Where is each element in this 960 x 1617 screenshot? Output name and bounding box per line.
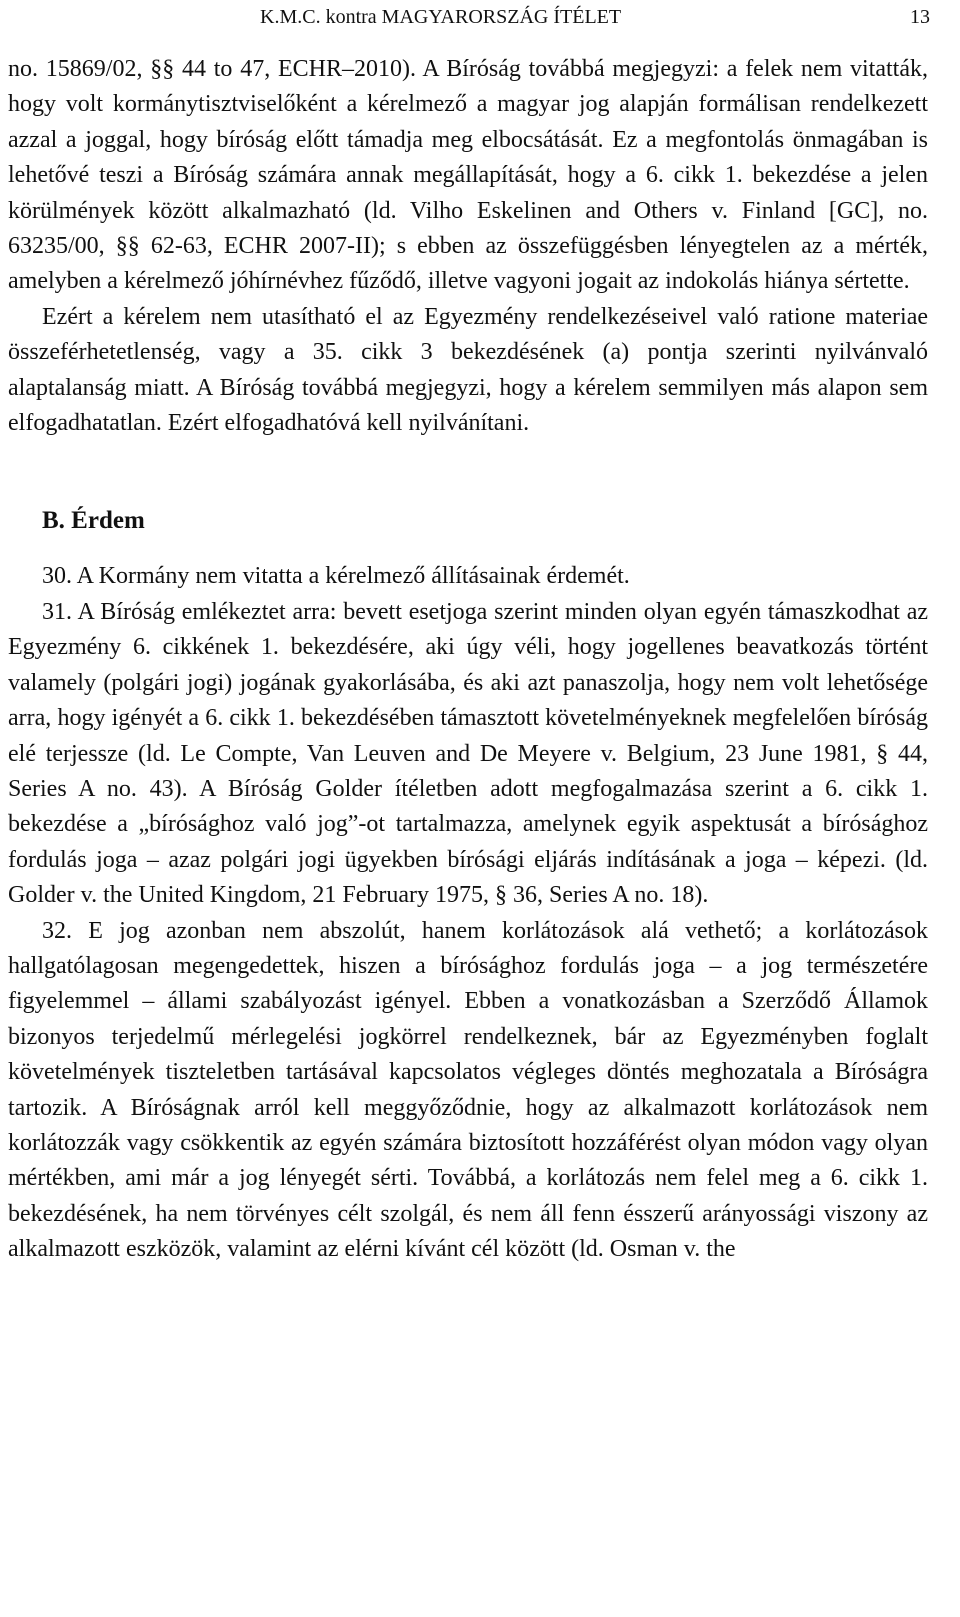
section-heading: B. Érdem xyxy=(42,507,145,535)
spacer xyxy=(8,441,928,503)
paragraph-admissibility-conclusion: Ezért a kérelem nem utasítható el az Egyezmény rendelkezéseivel való ratione materiae összeférhetetlenség, vagy a 35. cikk 3 bekezdésének (a) pontja szerinti nyilvánvaló alaptalanság miatt. A Bíróság továbbá megjegyzi, hogy a kérelem semmilyen más alapon sem elfogadhatatlan. Ezért elfogadhatóvá kell nyilvánítani. xyxy=(8,303,928,437)
page-number: 13 xyxy=(910,6,930,28)
running-header xyxy=(8,0,928,52)
paragraph-32: 32. E jog azonban nem abszolút, hanem korlátozások alá vethető; a korlátozások hallgatólagosan megengedettek, hiszen a bírósághoz fordulás joga – a jog természetére figyelemmel – állami szabályozást igényel. Ebben a vonatkozásban a Szerződő Államok bizonyos terjedelmű mérlegelési jogkörrel rendelkeznek, bár az Egyezményben foglalt követelmények tiszteletben tartásával kapcsolatos végleges döntés meghozatala a Bíróságra tartozik. A Bíróságnak arról kell meggyőződnie, hogy az alkalmazott korlátozások nem korlátozzák vagy csökkentik az egyén számára biztosított hozzáférést olyan módon vagy olyan mértékben, ami már a jog lényegét sérti. Továbbá, a korlátozás nem felel meg a 6. cikk 1. bekezdésének, ha nem törvényes célt szolgál, és nem áll fenn ésszerű arányossági viszony az alkalmazott eszközök, valamint az elérni kívánt cél között (ld. Osman v. the xyxy=(8,917,928,1263)
spacer xyxy=(8,539,928,559)
paragraph-30: 30. A Kormány nem vitatta a kérelmező állításainak érdemét. xyxy=(42,563,630,590)
document-page xyxy=(8,0,928,1268)
paragraph-31: 31. A Bíróság emlékeztet arra: bevett esetjoga szerint minden olyan egyén támaszkodhat az Egyezmény 6. cikkének 1. bekezdésére, aki úgy véli, hogy jogellenes beavatkozás történt valamely (polgári jogi) jogának gyakorlásába, és aki azt panaszolja, hogy nem volt lehetősége arra, hogy igényét a 6. cikk 1. bekezdésében támasztott követelményeknek megfelelően bíróság elé terjessze (ld. Le Compte, Van Leuven and De Meyere v. Belgium, 23 June 1981, § 44, Series A no. 43). A Bíróság Golder ítéletben adott megfogalmazása szerint a 6. cikk 1. bekezdése a „bírósághoz való jog”-ot tartalmazza, amelynek egyik aspektusát a bírósághoz fordulás joga – azaz polgári jogi ügyekben bírósági eljárás indításának a joga – képezi. (ld. Golder v. the United Kingdom, 21 February 1975, § 36, Series A no. 18). xyxy=(8,598,928,909)
header-title: K.M.C. kontra MAGYARORSZÁG ÍTÉLET xyxy=(260,6,622,28)
paragraph-continued: no. 15869/02, §§ 44 to 47, ECHR–2010). A Bíróság továbbá megjegyzi: a felek nem vitatták, hogy volt kormánytisztviselőként a kérelmező a magyar jog alapján formálisan rendelkezett azzal a joggal, hogy bíróság előtt támadja meg elbocsátását. Ez a megfontolás önmagában is lehetővé teszi a Bíróság számára annak megállapítását, hogy a 6. cikk 1. bekezdése a jelen körülmények között alkalmazható (ld. Vilho Eskelinen and Others v. Finland [GC], no. 63235/00, §§ 62-63, ECHR 2007-II); s ebben az összefüggésben lényegtelen az a mérték, amelyben a kérelmező jóhírnévhez fűződő, illetve vagyoni jogait az indokolás hiánya sértette. xyxy=(8,56,928,295)
